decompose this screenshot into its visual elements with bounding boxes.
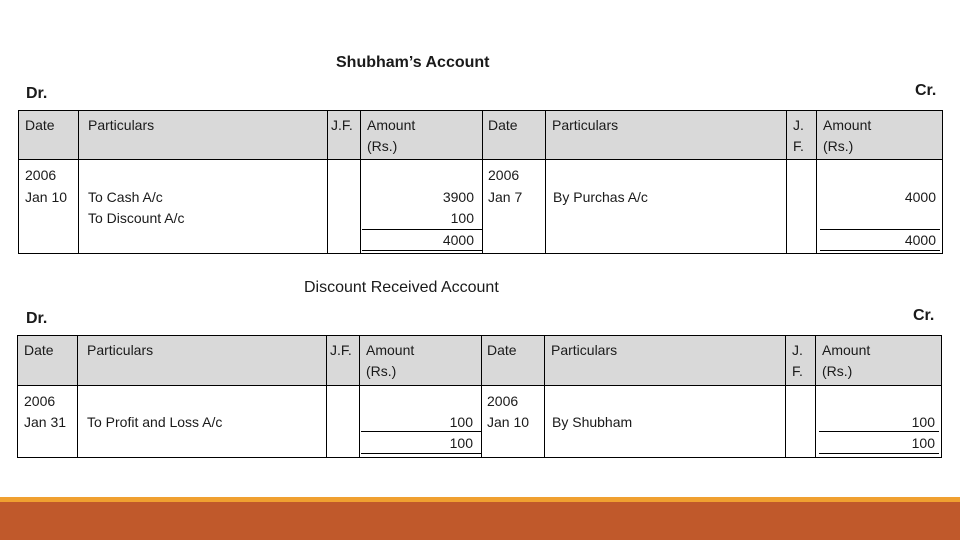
ledger1-header-date: Date [25, 117, 55, 133]
ledger2-debit-year: 2006 [24, 393, 56, 409]
ledger1-col-line [545, 110, 546, 254]
ledger1-credit-year: 2006 [488, 167, 520, 183]
ledger1-col-line [360, 110, 361, 254]
ledger2-header-amount-right-unit: (Rs.) [822, 363, 853, 379]
ledger1-title: Shubham’s Account [336, 54, 490, 71]
ledger2-credit-total-underline [819, 453, 939, 454]
ledger2-header-amount-unit: (Rs.) [366, 363, 397, 379]
ledger2-credit-total: 100 [911, 435, 935, 451]
ledger2-debit-total: 100 [449, 435, 473, 451]
ledger2-credit-amount: 100 [911, 414, 935, 430]
ledger1-credit-amount: 4000 [904, 189, 936, 205]
ledger2-debit-total-underline [361, 453, 481, 454]
ledger1-debit-total: 4000 [442, 232, 474, 248]
ledger1-header-particulars-right: Particulars [552, 117, 619, 133]
ledger2-credit-date: Jan 10 [487, 414, 530, 430]
ledger1-debit-entry: To Cash A/c [88, 189, 163, 205]
ledger1-header-particulars: Particulars [88, 117, 155, 133]
ledger2-header-date: Date [24, 342, 54, 358]
ledger1-debit-amount: 100 [450, 210, 474, 226]
ledger1-col-line [327, 110, 328, 254]
ledger1-debit-date: Jan 10 [25, 189, 68, 205]
ledger2-debit-date: Jan 31 [24, 414, 67, 430]
ledger2-col-line [359, 335, 360, 458]
ledger1-header-jf: J.F. [331, 117, 353, 133]
ledger2-header-divider [17, 385, 942, 386]
ledger1-debit-amount: 3900 [442, 189, 474, 205]
ledger2-header-date-right: Date [487, 342, 517, 358]
ledger2-header-particulars: Particulars [87, 342, 154, 358]
ledger2-header-jf: J.F. [330, 342, 352, 358]
ledger2-debit-amount: 100 [449, 414, 473, 430]
ledger2-debit-entry: To Profit and Loss A/c [87, 414, 223, 430]
ledger2-col-line [77, 335, 78, 458]
ledger1-header-jf-right-2: F. [793, 138, 804, 154]
ledger1-credit-entry: By Purchas A/c [553, 189, 648, 205]
ledger1-header-jf-right-1: J. [793, 117, 804, 133]
ledger2-credit-entry: By Shubham [552, 414, 633, 430]
ledger1-header-date-right: Date [488, 117, 518, 133]
ledger2-credit-year: 2006 [487, 393, 519, 409]
ledger1-dr-label: Dr. [26, 85, 48, 102]
footer-bar [0, 502, 960, 540]
ledger2-cr-label: Cr. [913, 307, 935, 324]
ledger1-header-amount-right-unit: (Rs.) [823, 138, 854, 154]
ledger2-title: Discount Received Account [304, 279, 499, 296]
ledger2-col-line [785, 335, 786, 458]
ledger1-col-line [482, 110, 483, 254]
ledger1-col-line [786, 110, 787, 254]
ledger1-debit-year: 2006 [25, 167, 57, 183]
ledger2-header-particulars-right: Particulars [551, 342, 618, 358]
ledger1-credit-total: 4000 [904, 232, 936, 248]
ledger2-col-line [481, 335, 482, 458]
ledger2-col-line [544, 335, 545, 458]
ledger1-debit-total-underline [362, 250, 482, 251]
ledger1-cr-label: Cr. [915, 82, 937, 99]
ledger1-border [18, 110, 943, 254]
ledger1-credit-total-underline [820, 250, 940, 251]
ledger1-header-divider [18, 159, 943, 160]
ledger2-header-jf-right-1: J. [792, 342, 803, 358]
ledger2-header-jf-right-2: F. [792, 363, 803, 379]
ledger1-col-line [78, 110, 79, 254]
ledger1-header-amount-right: Amount [823, 117, 872, 133]
ledger1-header-amount-unit: (Rs.) [367, 138, 398, 154]
ledger1-header-amount: Amount [367, 117, 416, 133]
ledger2-header-amount: Amount [366, 342, 415, 358]
ledger2-border [17, 335, 942, 458]
ledger2-col-line [326, 335, 327, 458]
ledger1-debit-entry: To Discount A/c [88, 210, 185, 226]
ledger2-header-amount-right: Amount [822, 342, 871, 358]
ledger2-col-line [815, 335, 816, 458]
ledger1-col-line [816, 110, 817, 254]
ledger1-credit-date: Jan 7 [488, 189, 523, 205]
ledger2-dr-label: Dr. [26, 310, 48, 327]
